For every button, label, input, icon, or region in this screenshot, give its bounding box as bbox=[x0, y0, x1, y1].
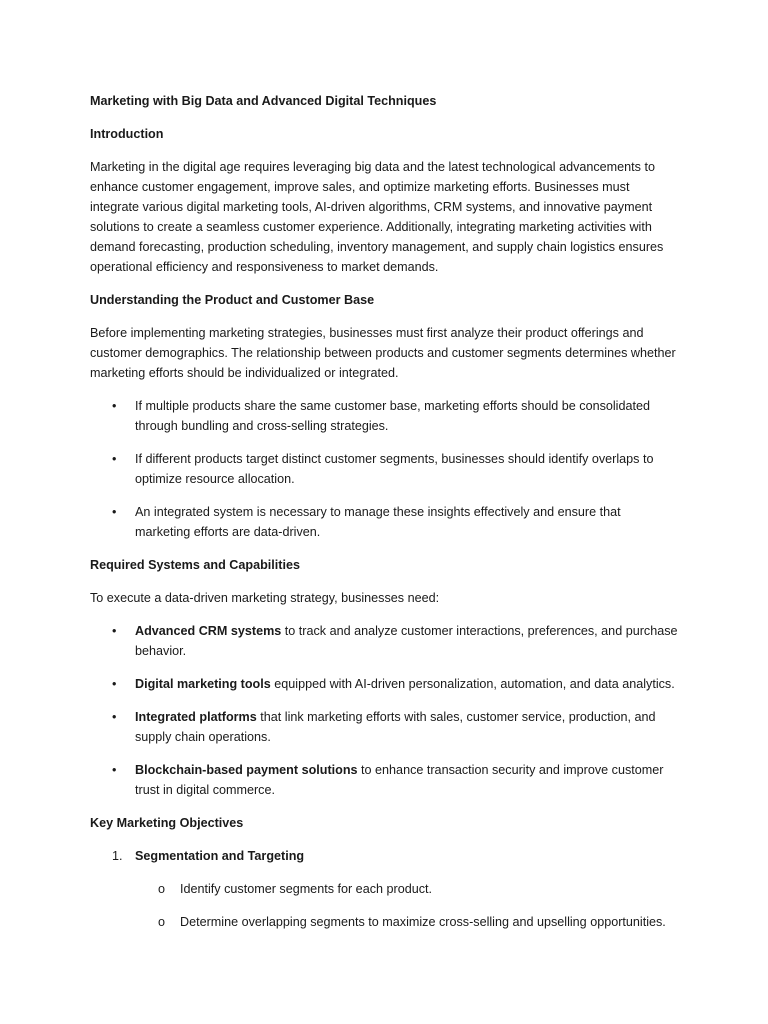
understanding-paragraph: Before implementing marketing strategies, businesses must first analyze their product offerings and customer demographics. The relationship between products and customer segments determines whether marketing efforts should be individualized or integrated. bbox=[90, 326, 676, 380]
list-item bbox=[90, 707, 678, 747]
sub-bullet-marker: o bbox=[158, 915, 166, 929]
sub-bullet-text: Identify customer segments for each product. bbox=[180, 882, 432, 896]
list-item bbox=[90, 760, 678, 800]
objective-sub-list bbox=[135, 879, 678, 932]
list-item bbox=[90, 449, 678, 489]
systems-bullet-list bbox=[90, 621, 678, 800]
bullet-marker: • bbox=[112, 710, 117, 724]
list-item bbox=[135, 912, 678, 932]
systems-paragraph: To execute a data-driven marketing strategy, businesses need: bbox=[90, 591, 440, 605]
bullet-text: An integrated system is necessary to manage these insights effectively and ensure that marketing efforts are data-driven. bbox=[135, 505, 621, 539]
bullet-bold-term: Digital marketing tools bbox=[135, 677, 271, 691]
list-item bbox=[90, 396, 678, 436]
bullet-bold-term: Integrated platforms bbox=[135, 710, 257, 724]
bullet-bold-term: Advanced CRM systems bbox=[135, 624, 282, 638]
bullet-marker: • bbox=[112, 399, 117, 413]
bullet-text: to track and analyze customer interactions, preferences, and purchase behavior. bbox=[135, 624, 678, 658]
list-item bbox=[90, 502, 678, 542]
bullet-marker: • bbox=[112, 505, 117, 519]
objectives-numbered-list bbox=[90, 846, 678, 932]
bullet-text: equipped with AI-driven personalization, automation, and data analytics. bbox=[270, 677, 675, 691]
sub-bullet-marker: o bbox=[158, 882, 166, 896]
systems-heading: Required Systems and Capabilities bbox=[90, 558, 300, 572]
objectives-heading: Key Marketing Objectives bbox=[90, 816, 244, 830]
objective-title: Segmentation and Targeting bbox=[135, 849, 305, 863]
list-item bbox=[90, 674, 678, 694]
sub-bullet-text: Determine overlapping segments to maximize cross-selling and upselling opportunities. bbox=[180, 915, 666, 929]
bullet-marker: • bbox=[112, 763, 117, 777]
document-title: Marketing with Big Data and Advanced Digital Techniques bbox=[90, 94, 437, 108]
bullet-text: to enhance transaction security and improve customer trust in digital commerce. bbox=[135, 763, 664, 797]
bullet-bold-term: Blockchain-based payment solutions bbox=[135, 763, 358, 777]
list-item bbox=[90, 846, 678, 932]
intro-paragraph: Marketing in the digital age requires leveraging big data and the latest technological advancements to enhance customer engagement, improve sales, and optimize marketing efforts. Businesses must integrate various digital marketing tools, AI-driven algorithms, CRM systems, and innovative payment solutions to create a seamless customer experience. Additionally, integrating marketing activities with demand forecasting, production scheduling, inventory management, and supply chain logistics ensures operational efficiency and responsiveness to market demands. bbox=[90, 160, 664, 274]
bullet-marker: • bbox=[112, 624, 117, 638]
list-item bbox=[90, 621, 678, 661]
understanding-heading: Understanding the Product and Customer Base bbox=[90, 293, 375, 307]
list-number: 1. bbox=[112, 849, 123, 863]
bullet-text: If multiple products share the same customer base, marketing efforts should be consolidated through bundling and cross-selling strategies. bbox=[135, 399, 650, 433]
intro-heading: Introduction bbox=[90, 127, 164, 141]
bullet-text: If different products target distinct customer segments, businesses should identify overlaps to optimize resource allocation. bbox=[135, 452, 654, 486]
bullet-marker: • bbox=[112, 677, 117, 691]
bullet-marker: • bbox=[112, 452, 117, 466]
understanding-bullet-list bbox=[90, 396, 678, 542]
list-item bbox=[135, 879, 678, 899]
bullet-text: that link marketing efforts with sales, customer service, production, and supply chain operations. bbox=[135, 710, 656, 744]
